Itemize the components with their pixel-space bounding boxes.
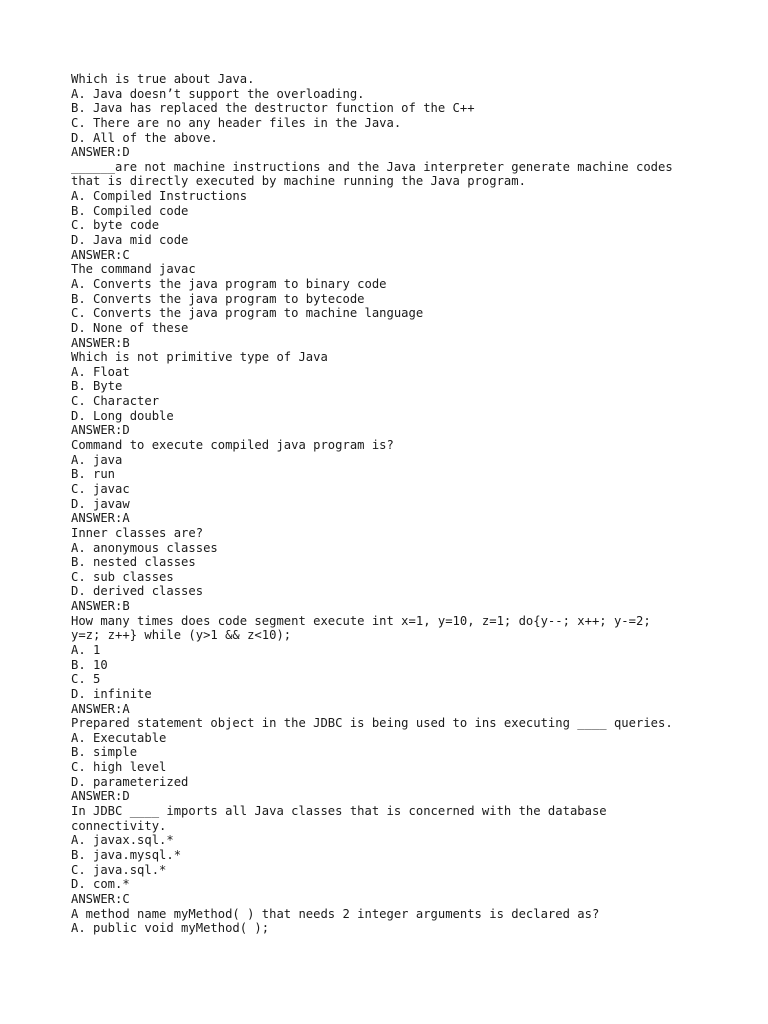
option-line: C. sub classes: [71, 569, 174, 584]
answer-line: ANSWER:A: [71, 701, 130, 716]
option-line: A. Executable: [71, 730, 167, 745]
question-line: that is directly executed by machine running the Java program.: [71, 174, 526, 189]
option-line: B. Java has replaced the destructor function of the C++: [71, 101, 475, 116]
option-line: B. Converts the java program to bytecode: [71, 291, 365, 306]
question-line: Inner classes are?: [71, 525, 204, 540]
question-line: Command to execute compiled java program is?: [71, 438, 394, 453]
option-line: C. java.sql.*: [71, 862, 167, 877]
option-line: C. javac: [71, 481, 130, 496]
answer-line: ANSWER:D: [71, 145, 130, 160]
option-line: A. javax.sql.*: [71, 833, 174, 848]
option-line: D. Long double: [71, 408, 174, 423]
question-line: ______are not machine instructions and the Java interpreter generate machine codes: [71, 159, 673, 174]
option-line: C. high level: [71, 760, 167, 775]
option-line: B. nested classes: [71, 555, 196, 570]
question-line: The command javac: [71, 262, 196, 277]
option-line: C. byte code: [71, 218, 160, 233]
option-line: D. parameterized: [71, 774, 189, 789]
question-line: connectivity.: [71, 818, 167, 833]
question-line: In JDBC ____ imports all Java classes that is concerned with the database: [71, 804, 607, 819]
question-line: How many times does code segment execute int x=1, y=10, z=1; do{y--; x++; y-=2;: [71, 613, 651, 628]
question-line: Which is not primitive type of Java: [71, 350, 328, 365]
answer-line: ANSWER:C: [71, 891, 130, 906]
option-line: D. All of the above.: [71, 130, 218, 145]
option-line: B. Compiled code: [71, 203, 189, 218]
answer-line: ANSWER:A: [71, 511, 130, 526]
option-line: A. anonymous classes: [71, 540, 218, 555]
option-line: B. Byte: [71, 379, 123, 394]
option-line: C. Converts the java program to machine language: [71, 306, 424, 321]
option-line: A. 1: [71, 642, 101, 657]
option-line: C. Character: [71, 394, 160, 409]
question-line: A method name myMethod( ) that needs 2 integer arguments is declared as?: [71, 906, 600, 921]
option-line: B. run: [71, 467, 116, 482]
option-line: D. derived classes: [71, 584, 204, 599]
option-line: A. Converts the java program to binary code: [71, 276, 387, 291]
option-line: A. public void myMethod( );: [71, 921, 270, 936]
answer-line: ANSWER:C: [71, 247, 130, 262]
option-line: A. java: [71, 452, 123, 467]
option-line: D. infinite: [71, 686, 152, 701]
option-line: B. java.mysql.*: [71, 847, 182, 862]
document-text: [71, 72, 701, 936]
option-line: D. com.*: [71, 877, 130, 892]
option-line: A. Java doesn’t support the overloading.: [71, 86, 365, 101]
option-line: D. None of these: [71, 320, 189, 335]
question-line: Prepared statement object in the JDBC is being used to ins executing ____ queries.: [71, 716, 673, 731]
option-line: B. simple: [71, 745, 138, 760]
option-line: A. Float: [71, 364, 130, 379]
option-line: C. 5: [71, 672, 101, 687]
question-line: Which is true about Java.: [71, 72, 255, 86]
answer-line: ANSWER:B: [71, 335, 130, 350]
answer-line: ANSWER:D: [71, 423, 130, 438]
question-line: y=z; z++} while (y>1 && z<10);: [71, 628, 292, 643]
option-line: D. javaw: [71, 496, 130, 511]
option-line: C. There are no any header files in the Java.: [71, 115, 402, 130]
option-line: D. Java mid code: [71, 233, 189, 248]
option-line: B. 10: [71, 657, 108, 672]
answer-line: ANSWER:B: [71, 599, 130, 614]
option-line: A. Compiled Instructions: [71, 189, 248, 204]
answer-line: ANSWER:D: [71, 789, 130, 804]
